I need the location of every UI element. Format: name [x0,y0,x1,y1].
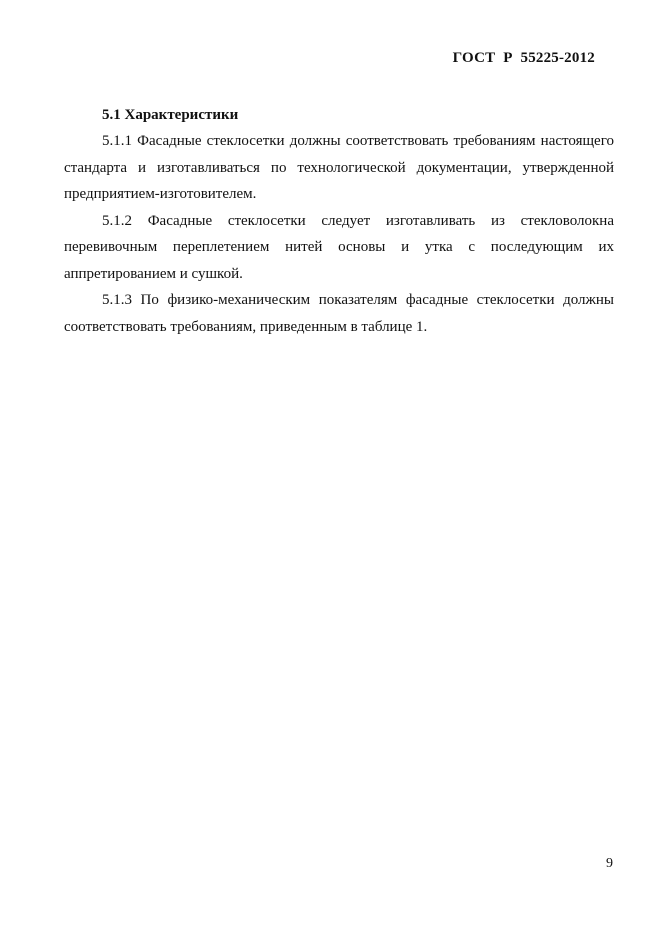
paragraph-5-1-1: 5.1.1 Фасадные стеклосетки должны соответствовать требованиям настоящего стандарта и изготавливаться по технологической документации, утвержденной предприятием-изготовителем. [64,133,614,202]
section-heading: 5.1 Характеристики [102,107,239,123]
document-code-header: ГОСТ Р 55225-2012 [452,50,595,66]
section-content [64,102,614,340]
paragraph-5-1-2: 5.1.2 Фасадные стеклосетки следует изготавливать из стекловолокна перевивочным переплетением нитей основы и утка с последующим их аппретированием и сушкой. [64,212,614,282]
paragraph-5-1-3: 5.1.3 По физико-механическим показателям фасадные стеклосетки должны соответствовать требованиям, приведенным в таблице 1. [64,292,614,335]
page-number: 9 [606,856,613,871]
